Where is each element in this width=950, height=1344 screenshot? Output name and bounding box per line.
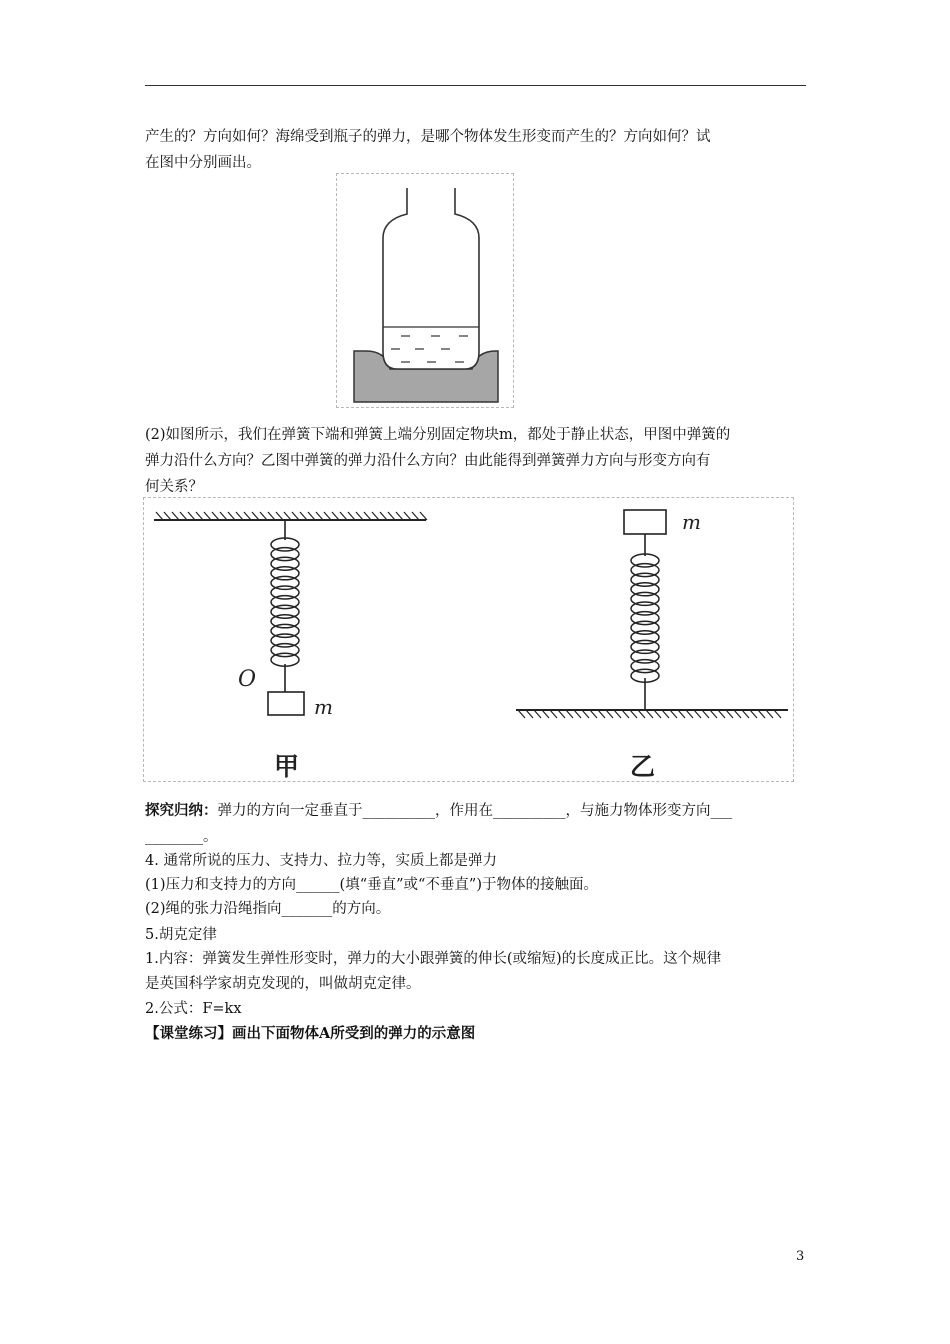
caption-jia: 甲 <box>274 752 300 781</box>
spring-left-coils <box>271 538 299 666</box>
hatch-mark <box>542 710 549 718</box>
hatch-mark <box>380 512 387 520</box>
block-m-right <box>624 510 666 534</box>
text-line: 在图中分别画出。 <box>145 155 261 171</box>
hatch-mark <box>268 512 275 520</box>
summary-label: 探究归纳： <box>145 802 218 819</box>
hatch-mark <box>164 512 171 520</box>
hatch-mark <box>228 512 235 520</box>
hatch-mark <box>726 710 733 718</box>
hatch-mark <box>356 512 363 520</box>
bottle-sponge-figure <box>336 173 514 408</box>
hatch-mark <box>396 512 403 520</box>
text-line: 产生的？方向如何？海绵受到瓶子的弹力，是哪个物体发生形变而产生的？方向如何？试 <box>145 129 711 145</box>
hatch-mark <box>260 512 267 520</box>
hatch-mark <box>638 710 645 718</box>
hatch-mark <box>412 512 419 520</box>
hatch-mark <box>196 512 203 520</box>
hatch-mark <box>292 512 299 520</box>
page-number: 3 <box>796 1249 805 1264</box>
hatch-mark <box>518 710 525 718</box>
hatch-mark <box>710 710 717 718</box>
hatch-mark <box>590 710 597 718</box>
hatch-mark <box>236 512 243 520</box>
hatch-mark <box>534 710 541 718</box>
spring-figure <box>143 497 794 782</box>
text-line: 2.公式：F=kx <box>145 1001 242 1017</box>
hatch-mark <box>574 710 581 718</box>
hatch-mark <box>678 710 685 718</box>
hatch-mark <box>566 710 573 718</box>
hatch-mark <box>526 710 533 718</box>
text-line: ________。 <box>145 829 218 845</box>
hatch-mark <box>212 512 219 520</box>
hatch-mark <box>220 512 227 520</box>
hatch-mark <box>244 512 251 520</box>
hatch-mark <box>694 710 701 718</box>
hatch-mark <box>172 512 179 520</box>
hatch-mark <box>324 512 331 520</box>
bottle-outline <box>383 188 479 369</box>
text-line: 弹力沿什么方向？乙图中弹簧的弹力沿什么方向？由此能得到弹簧弹力方向与形变方向有 <box>145 453 711 469</box>
hatch-mark <box>372 512 379 520</box>
hatch-mark <box>654 710 661 718</box>
header-rule <box>145 85 806 86</box>
text-line: (1)压力和支持力的方向______(填“垂直”或“不垂直”)于物体的接触面。 <box>145 877 599 893</box>
hatch-mark <box>598 710 605 718</box>
label-m-left: m <box>314 695 333 719</box>
hatch-mark <box>758 710 765 718</box>
caption-yi: 乙 <box>630 752 656 781</box>
hatch-mark <box>734 710 741 718</box>
exercise-heading: 【课堂练习】画出下面物体A所受到的弹力的示意图 <box>145 1025 476 1042</box>
hatch-mark <box>742 710 749 718</box>
hatch-mark <box>204 512 211 520</box>
hatch-mark <box>550 710 557 718</box>
hatch-mark <box>670 710 677 718</box>
label-m-right: m <box>682 510 701 534</box>
ceiling-hatch <box>156 512 427 520</box>
hatch-mark <box>276 512 283 520</box>
text-line: (2)如图所示，我们在弹簧下端和弹簧上端分别固定物块m，都处于静止状态，甲图中弹簧的 <box>145 427 731 443</box>
hatch-mark <box>340 512 347 520</box>
hatch-mark <box>388 512 395 520</box>
hatch-mark <box>316 512 323 520</box>
hatch-mark <box>750 710 757 718</box>
hatch-mark <box>774 710 781 718</box>
hatch-mark <box>364 512 371 520</box>
hatch-mark <box>718 710 725 718</box>
hatch-mark <box>582 710 589 718</box>
hatch-mark <box>156 512 163 520</box>
hatch-mark <box>300 512 307 520</box>
text-line: 1.内容：弹簧发生弹性形变时，弹力的大小跟弹簧的伸长(或缩短)的长度成正比。这个规律 <box>145 951 722 967</box>
hatch-mark <box>606 710 613 718</box>
summary-line <box>145 798 809 824</box>
hatch-mark <box>646 710 653 718</box>
hatch-mark <box>622 710 629 718</box>
hatch-mark <box>702 710 709 718</box>
hatch-mark <box>404 512 411 520</box>
block-m-left <box>268 692 304 715</box>
hatch-mark <box>662 710 669 718</box>
hatch-mark <box>348 512 355 520</box>
hatch-mark <box>630 710 637 718</box>
text-line: (2)绳的张力沿绳指向_______的方向。 <box>145 901 391 917</box>
text-line: 何关系？ <box>145 479 203 495</box>
hatch-mark <box>188 512 195 520</box>
hatch-mark <box>420 512 427 520</box>
hatch-mark <box>180 512 187 520</box>
hatch-mark <box>686 710 693 718</box>
hatch-mark <box>614 710 621 718</box>
text-line: 4. 通常所说的压力、支持力、拉力等，实质上都是弹力 <box>145 853 497 869</box>
label-o: O <box>238 667 257 692</box>
summary-text: 弹力的方向一定垂直于__________，作用在__________，与施力物体形变方向___ <box>217 803 733 819</box>
hatch-mark <box>558 710 565 718</box>
hatch-mark <box>308 512 315 520</box>
text-line: 是英国科学家胡克发现的，叫做胡克定律。 <box>145 976 421 992</box>
hatch-mark <box>766 710 773 718</box>
text-line: 5.胡克定律 <box>145 927 217 943</box>
hatch-mark <box>332 512 339 520</box>
hatch-mark <box>284 512 291 520</box>
hatch-mark <box>252 512 259 520</box>
floor-hatch <box>518 710 781 718</box>
spring-right-coils <box>631 554 659 682</box>
